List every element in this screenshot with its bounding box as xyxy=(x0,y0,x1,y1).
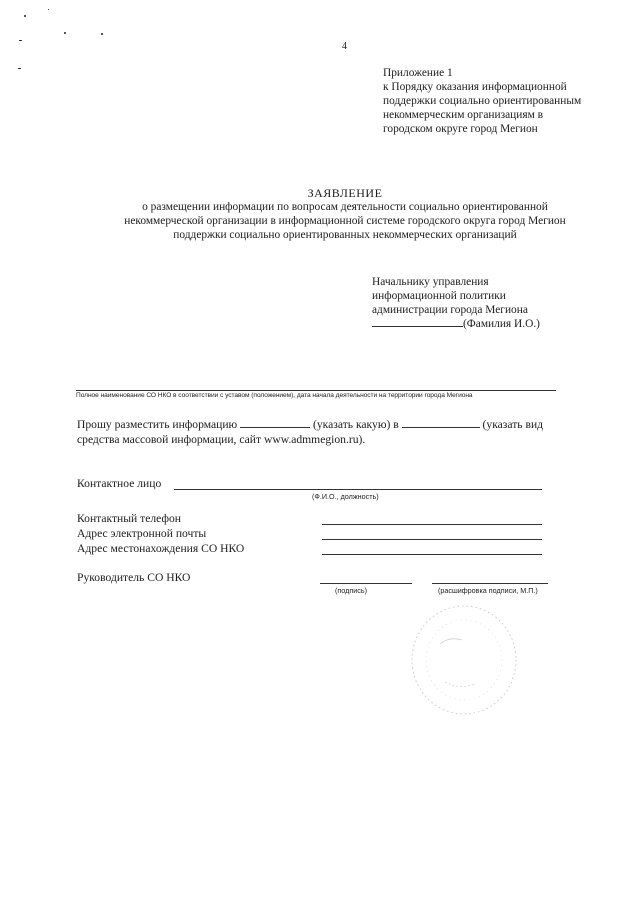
scan-speck xyxy=(19,40,22,41)
scan-speck xyxy=(48,9,49,10)
addressee-line: информационной политики xyxy=(372,290,506,302)
appendix-line: некоммерческим организациям в xyxy=(383,109,544,121)
address-line[interactable] xyxy=(322,554,542,555)
subtitle-line: некоммерческой организации в информационной системе городского округа город Мегион xyxy=(124,215,566,227)
contact-person-label: Контактное лицо xyxy=(77,477,162,490)
request-text-start: Прошу разместить информацию xyxy=(77,418,238,431)
email-label: Адрес электронной почты xyxy=(77,527,207,540)
appendix-line: к Порядку оказания информационной xyxy=(383,81,567,93)
statement-title: ЗАЯВЛЕНИЕ xyxy=(307,186,383,200)
addressee-name-hint: (Фамилия И.О.) xyxy=(463,318,540,330)
scan-speck xyxy=(101,33,103,35)
appendix-line: поддержки социально ориентированным xyxy=(383,95,582,107)
address-label: Адрес местонахождения СО НКО xyxy=(77,542,245,555)
addressee-block xyxy=(372,275,622,331)
request-line-2: средства массовой информации, сайт www.admmegion.ru). xyxy=(77,433,366,446)
request-hint-which: (указать какую) в xyxy=(313,418,399,431)
request-line-1 xyxy=(77,417,607,432)
addressee-name-row xyxy=(372,317,622,331)
scan-speck xyxy=(24,15,26,17)
signature-decoding-caption: (расшифровка подписи, М.П.) xyxy=(438,586,538,595)
media-blank[interactable] xyxy=(402,427,480,428)
signature-caption: (подпись) xyxy=(335,586,367,595)
appendix-line: Приложение 1 xyxy=(383,67,453,79)
email-line[interactable] xyxy=(322,539,542,540)
subtitle-line: о размещении информации по вопросам деятельности социально ориентированной xyxy=(142,201,548,213)
info-blank[interactable] xyxy=(240,427,310,428)
subtitle-line: поддержки социально ориентированных некоммерческих организаций xyxy=(173,229,517,241)
signature-decoding-line[interactable] xyxy=(432,583,548,584)
request-paragraph xyxy=(77,417,607,447)
phone-label: Контактный телефон xyxy=(77,512,181,525)
addressee-line: администрации города Мегиона xyxy=(372,304,528,316)
org-name-line[interactable] xyxy=(76,390,556,391)
page-number: 4 xyxy=(342,41,347,52)
addressee-line: Начальнику управления xyxy=(372,276,489,288)
scan-speck xyxy=(64,32,66,34)
appendix-line: городском округе город Мегион xyxy=(383,123,538,135)
seal-stamp-icon xyxy=(405,598,523,720)
scan-speck xyxy=(18,68,21,69)
phone-line[interactable] xyxy=(322,524,542,525)
org-name-caption: Полное наименование СО НКО в соответствии с уставом (положением), дата начала деятельности на территории города Мегиона xyxy=(76,392,473,399)
appendix-block xyxy=(383,66,633,136)
statement-subtitle xyxy=(70,200,620,242)
request-hint-media: (указать вид xyxy=(482,418,544,431)
contact-person-caption: (Ф.И.О., должность) xyxy=(312,492,379,501)
signature-line[interactable] xyxy=(320,583,412,584)
addressee-name-blank[interactable] xyxy=(372,326,463,327)
contact-person-line[interactable] xyxy=(174,489,542,490)
head-label: Руководитель СО НКО xyxy=(77,571,191,584)
